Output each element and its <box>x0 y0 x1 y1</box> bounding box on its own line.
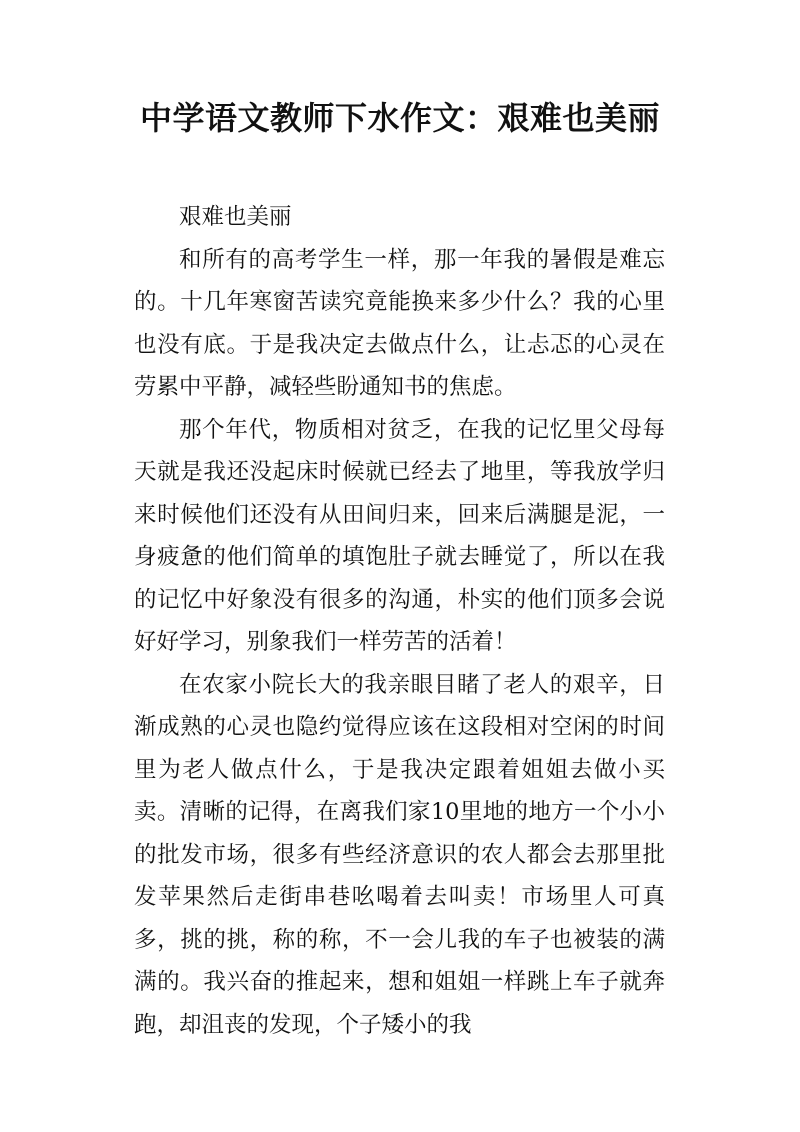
paragraph: 那个年代，物质相对贫乏，在我的记忆里父母每天就是我还没起床时候就已经去了地里，等我放学归来时候他们还没有从田间归来，回来后满腿是泥，一身疲惫的他们简单的填饱肚子就去睡觉了，所以在我的记忆中好象没有很多的沟通，朴实的他们顶多会说好好学习，别象我们一样劳苦的活着！ <box>134 416 665 655</box>
document-title: 中学语文教师下水作文：艰难也美丽 <box>139 99 660 137</box>
paragraph-subtitle: 艰难也美丽 <box>179 204 292 230</box>
paragraph: 和所有的高考学生一样，那一年我的暑假是难忘的。十几年寒窗苦读究竟能换来多少什么？我的心里也没有底。于是我决定去做点什么，让忐忑的心灵在劳累中平静，减轻些盼通知书的焦虑。 <box>134 246 665 400</box>
document-body <box>134 196 665 1046</box>
paragraph: 在农家小院长大的我亲眼目睹了老人的艰辛，日渐成熟的心灵也隐约觉得应该在这段相对空闲的时间里为老人做点什么，于是我决定跟着姐姐去做小买卖。清晰的记得，在离我们家10里地的地方一个小小的批发市场，很多有些经济意识的农人都会去那里批发苹果然后走街串巷吆喝着去叫卖！市场里人可真多，挑的挑，称的称，不一会儿我的车子也被装的满满的。我兴奋的推起来，想和姐姐一样跳上车子就奔跑，却沮丧的发现，个子矮小的我 <box>134 671 665 1038</box>
